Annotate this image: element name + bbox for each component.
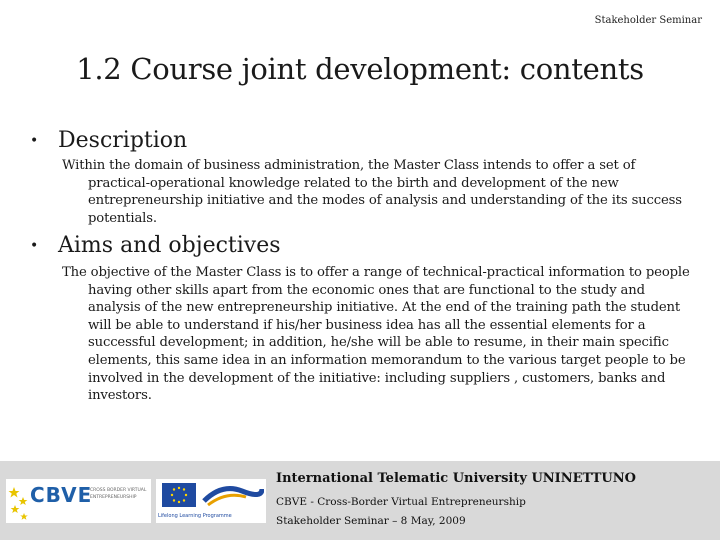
footer-project: CBVE - Cross-Border Virtual Entrepreneurship [276,496,526,508]
footer [0,461,720,540]
slide-title: 1.2 Course joint development: contents [76,52,644,86]
bullet-description [30,128,187,153]
footer-text [276,471,636,534]
cbve-logo-text: CBVE [30,483,93,507]
header-label: Stakeholder Seminar [594,15,702,26]
bullet-aims [30,233,281,258]
llp-label: Lifelong Learning Programme [158,513,232,519]
star-cluster-icon [6,479,30,523]
bullet-heading: Aims and objectives [58,233,281,258]
bullet-heading: Description [58,128,188,153]
bullet-dot-icon: • [30,133,39,149]
cbve-logo-subtitle: CROSS BORDER VIRTUAL ENTREPRENEURSHIP [90,488,147,500]
cbve-logo [6,479,151,523]
bullet-dot-icon: • [30,238,39,254]
logos [6,479,268,527]
description-text: Within the domain of business administration, the Master Class intends to offer a set of practical-operational knowledge related to the birth and development of the new entrepreneurship initiative and the modes of analysis and understanding of the its success potentials. [62,158,682,226]
footer-university: International Telematic University UNINETTUNO [276,471,636,486]
eu-flag-icon [162,483,196,507]
eu-lifelong-learning-logo [156,479,266,523]
eu-stars-icon [162,483,196,507]
aims-text: The objective of the Master Class is to offer a range of technical-practical information to people having other skills apart from the economic ones that are functional to the study and analysis of the new entrepreneurship initiative. At the end of the training path the student will be able to understand if his/her business idea has all the essential elements for a successful development; in addition, he/she will be able to resume, in their main specific elements, this same idea in an information memorandum to the various target people to be involved in the development of the initiative: including suppliers , customers, banks and investors. [62,265,690,404]
llp-swoosh-icon [202,481,264,511]
footer-event: Stakeholder Seminar – 8 May, 2009 [276,515,466,527]
